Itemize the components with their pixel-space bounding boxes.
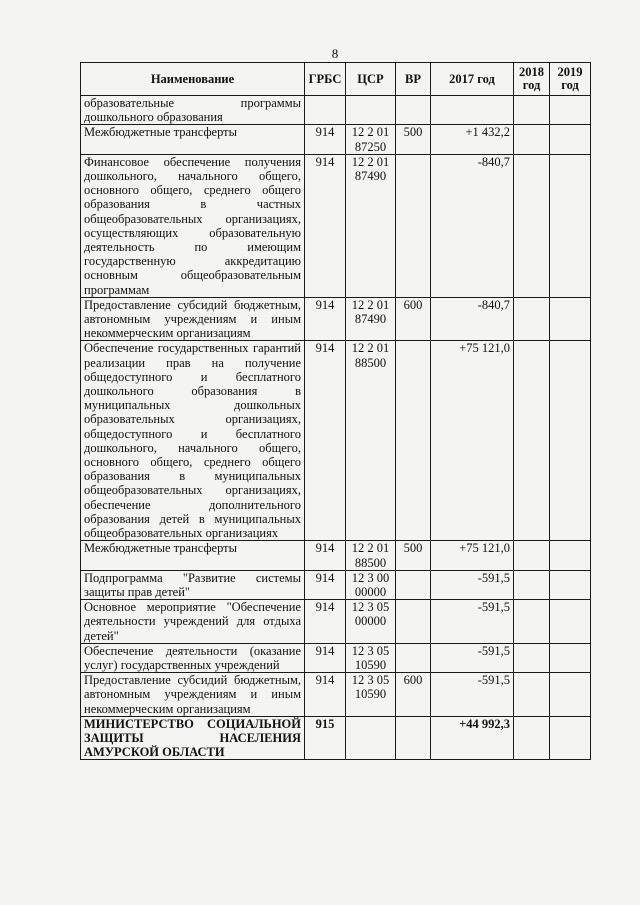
cell-2018 — [514, 716, 550, 760]
cell-2017: -591,5 — [431, 643, 514, 672]
cell-2017: -591,5 — [431, 600, 514, 644]
cell-2019 — [550, 96, 591, 125]
cell-grbs: 914 — [305, 643, 346, 672]
cell-grbs: 914 — [305, 541, 346, 570]
table-header-row — [81, 63, 591, 96]
cell-vr: 600 — [396, 673, 431, 717]
cell-2017: -591,5 — [431, 673, 514, 717]
cell-2019 — [550, 673, 591, 717]
cell-grbs: 914 — [305, 341, 346, 541]
cell-2018 — [514, 341, 550, 541]
cell-2019 — [550, 643, 591, 672]
cell-2019 — [550, 716, 591, 760]
table-row — [81, 96, 591, 125]
header-grbs: ГРБС — [305, 63, 346, 96]
cell-2019 — [550, 570, 591, 599]
cell-name: Предоставление субсидий бюджетным, автономным учреждениям и иным некоммерческим организациям — [81, 673, 305, 717]
page-number: 8 — [331, 46, 339, 61]
table-row — [81, 125, 591, 154]
table-row — [81, 673, 591, 717]
cell-name: Предоставление субсидий бюджетным, автономным учреждениям и иным некоммерческим организациям — [81, 297, 305, 341]
cell-grbs: 914 — [305, 600, 346, 644]
cell-vr — [396, 716, 431, 760]
cell-grbs: 914 — [305, 154, 346, 297]
cell-csr: 12 2 01 87490 — [346, 297, 396, 341]
cell-grbs: 914 — [305, 570, 346, 599]
cell-grbs: 914 — [305, 297, 346, 341]
cell-grbs: 914 — [305, 125, 346, 154]
cell-2019 — [550, 297, 591, 341]
budget-table — [80, 62, 591, 760]
table-row — [81, 297, 591, 341]
cell-vr — [396, 96, 431, 125]
cell-csr — [346, 716, 396, 760]
table-row — [81, 541, 591, 570]
cell-csr: 12 2 01 88500 — [346, 541, 396, 570]
table-row — [81, 600, 591, 644]
cell-name: Основное мероприятие "Обеспечение деятельности учреждений для отдыха детей" — [81, 600, 305, 644]
cell-vr — [396, 643, 431, 672]
cell-vr: 500 — [396, 541, 431, 570]
cell-2019 — [550, 541, 591, 570]
cell-2017: -840,7 — [431, 297, 514, 341]
cell-2018 — [514, 600, 550, 644]
header-csr: ЦСР — [346, 63, 396, 96]
cell-2019 — [550, 600, 591, 644]
cell-name: МИНИСТЕРСТВО СОЦИАЛЬНОЙ ЗАЩИТЫ НАСЕЛЕНИЯ АМУРСКОЙ ОБЛАСТИ — [81, 716, 305, 760]
cell-2017: +44 992,3 — [431, 716, 514, 760]
table-row — [81, 716, 591, 760]
cell-name: Обеспечение государственных гарантий реализации прав на получение общедоступного и бесплатного дошкольного образования в муниципальных дошкольных образовательных организациях, общедоступного и бесплатного дошкольного, начального общего, основного общего, среднего общего образования в муниципальных общеобразовательных организациях, обеспечение дополнительного образования детей в муниципальных общеобразовательных организациях — [81, 341, 305, 541]
cell-vr — [396, 600, 431, 644]
cell-name: образовательные программы дошкольного образования — [81, 96, 305, 125]
cell-2018 — [514, 125, 550, 154]
cell-vr — [396, 341, 431, 541]
cell-2017: +75 121,0 — [431, 341, 514, 541]
cell-name: Межбюджетные трансферты — [81, 541, 305, 570]
cell-name: Финансовое обеспечение получения дошкольного, начального общего, основного общего, среднего общего образования в частных общеобразовательных организациях, осуществляющих образовательную деятельность по имеющим государственную аккредитацию основным общеобразовательным программам — [81, 154, 305, 297]
cell-2018 — [514, 643, 550, 672]
table-row — [81, 570, 591, 599]
cell-csr: 12 2 01 87490 — [346, 154, 396, 297]
header-2018: 2018 год — [514, 63, 550, 96]
cell-2018 — [514, 673, 550, 717]
header-name: Наименование — [81, 63, 305, 96]
cell-grbs — [305, 96, 346, 125]
cell-vr: 500 — [396, 125, 431, 154]
cell-2017 — [431, 96, 514, 125]
table-row — [81, 341, 591, 541]
cell-grbs: 914 — [305, 673, 346, 717]
cell-2019 — [550, 341, 591, 541]
cell-csr: 12 3 00 00000 — [346, 570, 396, 599]
header-2019: 2019 год — [550, 63, 591, 96]
cell-name: Подпрограмма "Развитие системы защиты прав детей" — [81, 570, 305, 599]
cell-2018 — [514, 96, 550, 125]
table-row — [81, 154, 591, 297]
cell-csr: 12 3 05 10590 — [346, 643, 396, 672]
table-row — [81, 643, 591, 672]
cell-csr — [346, 96, 396, 125]
cell-2017: -591,5 — [431, 570, 514, 599]
cell-csr: 12 2 01 88500 — [346, 341, 396, 541]
cell-2018 — [514, 154, 550, 297]
cell-csr: 12 3 05 10590 — [346, 673, 396, 717]
cell-grbs: 915 — [305, 716, 346, 760]
cell-vr — [396, 570, 431, 599]
cell-vr: 600 — [396, 297, 431, 341]
cell-csr: 12 3 05 00000 — [346, 600, 396, 644]
cell-2017: +75 121,0 — [431, 541, 514, 570]
cell-name: Межбюджетные трансферты — [81, 125, 305, 154]
cell-csr: 12 2 01 87250 — [346, 125, 396, 154]
cell-2018 — [514, 297, 550, 341]
cell-2017: -840,7 — [431, 154, 514, 297]
cell-2019 — [550, 125, 591, 154]
header-vr: ВР — [396, 63, 431, 96]
cell-name: Обеспечение деятельности (оказание услуг) государственных учреждений — [81, 643, 305, 672]
cell-vr — [396, 154, 431, 297]
cell-2018 — [514, 541, 550, 570]
cell-2018 — [514, 570, 550, 599]
header-2017: 2017 год — [431, 63, 514, 96]
cell-2017: +1 432,2 — [431, 125, 514, 154]
cell-2019 — [550, 154, 591, 297]
